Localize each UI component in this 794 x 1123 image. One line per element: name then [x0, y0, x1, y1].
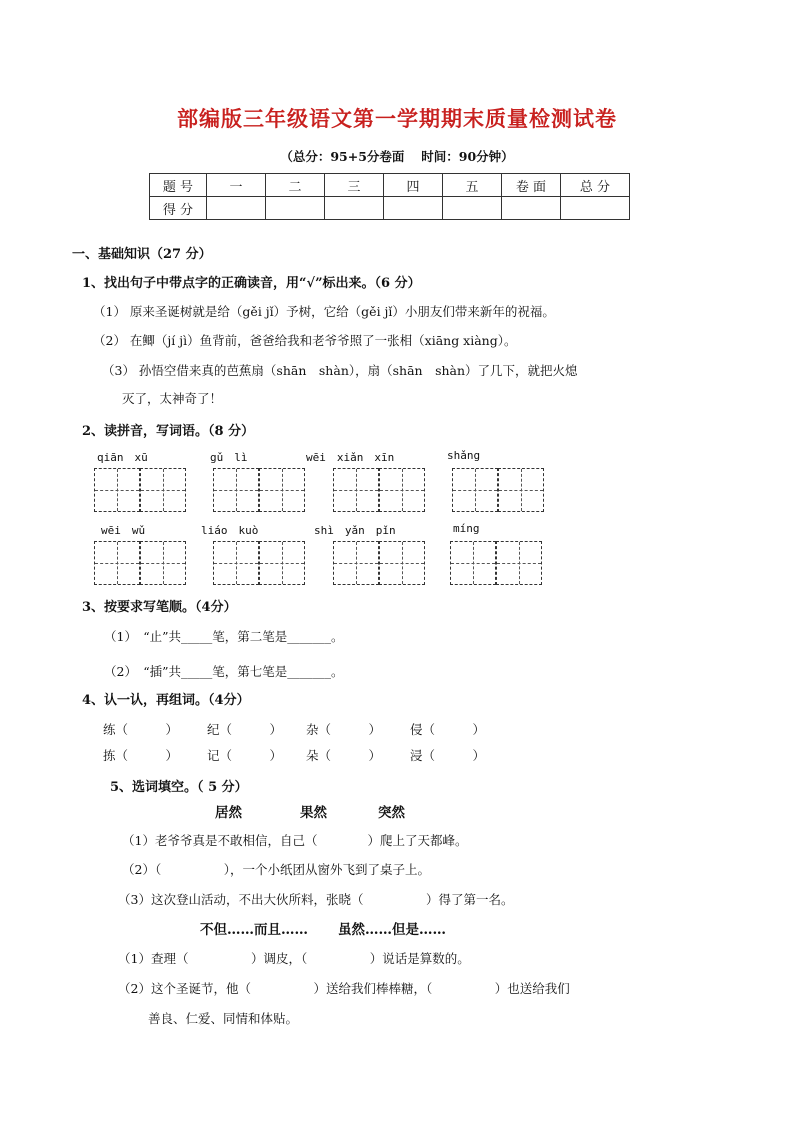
tianzige-cell[interactable]	[379, 541, 425, 585]
pinyin-label: shì yǎn pǐn	[314, 524, 396, 537]
word-item: 杂（ ）	[306, 722, 382, 737]
word-choice: 虽然……但是……	[338, 922, 446, 938]
tianzige-cell[interactable]	[259, 541, 305, 585]
score-table	[149, 173, 630, 220]
pinyin-label: míng	[453, 522, 480, 535]
score-table-cell: 总 分	[561, 174, 630, 197]
question-heading: 5、选词填空。（ 5 分）	[110, 780, 248, 795]
score-table-cell: 一	[207, 174, 266, 197]
word-choice: 不但……而且……	[200, 922, 308, 938]
question-item: （1）老爷爷真是不敢相信，自己（ ）爬上了天都峰。	[122, 833, 468, 848]
question-item: （1）查理（ ）调皮，（ ）说话是算数的。	[118, 951, 470, 966]
question-item: （2） “插”共_____笔，第七笔是_______。	[104, 664, 344, 679]
score-input-cell[interactable]	[266, 197, 325, 220]
score-input-cell[interactable]	[207, 197, 266, 220]
question-item: （1） 原来圣诞树就是给（gěi jǐ）予树，它给（gěi jǐ）小朋友们带来新年的祝福。	[93, 304, 555, 319]
question-item: （3） 孙悟空借来真的芭蕉扇（shān shàn），扇（shān shàn）了几下，就把火熄	[102, 363, 578, 378]
question-item: （2） 在鲫（jí jì）鱼背前，爸爸给我和老爷爷照了一张相（xiāng xiàng）。	[93, 333, 517, 348]
score-table-cell: 卷 面	[502, 174, 561, 197]
pinyin-label: gǔ lì	[210, 451, 248, 464]
word-choice: 果然	[300, 805, 327, 821]
word-item: 记（ ）	[207, 748, 283, 763]
word-choice: 突然	[378, 805, 405, 821]
score-input-cell[interactable]	[502, 197, 561, 220]
score-table-cell: 题 号	[150, 174, 207, 197]
pinyin-label: wēi wǔ	[101, 524, 146, 537]
tianzige-cell[interactable]	[333, 541, 379, 585]
tianzige-cell[interactable]	[94, 468, 140, 512]
tianzige-cell[interactable]	[213, 541, 259, 585]
question-item: （1） “止”共_____笔，第二笔是_______。	[104, 629, 344, 644]
score-table-cell: 四	[384, 174, 443, 197]
section-heading: 一、基础知识（27 分）	[72, 247, 212, 262]
score-table-score-row	[150, 197, 630, 220]
question-item: （3）这次登山活动，不出大伙所料，张晓（ ）得了第一名。	[118, 892, 514, 907]
pinyin-label: liáo kuò	[201, 524, 259, 537]
score-row-label: 得 分	[150, 197, 207, 220]
score-table-cell: 五	[443, 174, 502, 197]
question-item: （2）（ ），一个小纸团从窗外飞到了桌子上。	[122, 862, 430, 877]
tianzige-cell[interactable]	[379, 468, 425, 512]
score-table-cell: 二	[266, 174, 325, 197]
question-item-continued: 灭了，太神奇了！	[122, 391, 223, 406]
tianzige-cell[interactable]	[213, 468, 259, 512]
score-input-cell[interactable]	[384, 197, 443, 220]
score-input-cell[interactable]	[325, 197, 384, 220]
tianzige-cell[interactable]	[333, 468, 379, 512]
word-item: 练（ ）	[103, 722, 179, 737]
pinyin-label: wēi xiǎn xīn	[306, 451, 395, 464]
question-heading: 4、认一认，再组词。（4分）	[82, 693, 250, 708]
question-heading: 3、按要求写笔顺。（4分）	[82, 600, 237, 615]
word-choice: 居然	[215, 805, 242, 821]
tianzige-cell[interactable]	[496, 541, 542, 585]
page-title: 部编版三年级语文第一学期期末质量检测试卷	[177, 107, 617, 131]
question-heading: 2、读拼音，写词语。（8 分）	[82, 424, 255, 439]
tianzige-cell[interactable]	[140, 541, 186, 585]
question-item-continued: 善良、仁爱、同情和体贴。	[148, 1011, 299, 1026]
question-heading: 1、找出句子中带点字的正确读音，用“√”标出来。（6 分）	[82, 276, 421, 291]
score-table-cell: 三	[325, 174, 384, 197]
tianzige-cell[interactable]	[452, 468, 498, 512]
pinyin-label: qiān xū	[97, 451, 148, 464]
tianzige-cell[interactable]	[140, 468, 186, 512]
tianzige-cell[interactable]	[94, 541, 140, 585]
tianzige-cell[interactable]	[498, 468, 544, 512]
word-item: 纪（ ）	[207, 722, 283, 737]
word-item: 侵（ ）	[410, 722, 486, 737]
word-item: 朵（ ）	[306, 748, 382, 763]
score-table-header-row	[150, 174, 630, 197]
score-input-cell[interactable]	[561, 197, 630, 220]
tianzige-cell[interactable]	[450, 541, 496, 585]
score-input-cell[interactable]	[443, 197, 502, 220]
exam-info: （总分：95+5分卷面 时间：90分钟）	[280, 149, 514, 164]
word-item: 浸（ ）	[410, 748, 486, 763]
question-item: （2）这个圣诞节，他（ ）送给我们棒棒糖，（ ）也送给我们	[118, 981, 570, 996]
pinyin-label: shǎng	[447, 449, 481, 462]
word-item: 拣（ ）	[103, 748, 179, 763]
tianzige-cell[interactable]	[259, 468, 305, 512]
